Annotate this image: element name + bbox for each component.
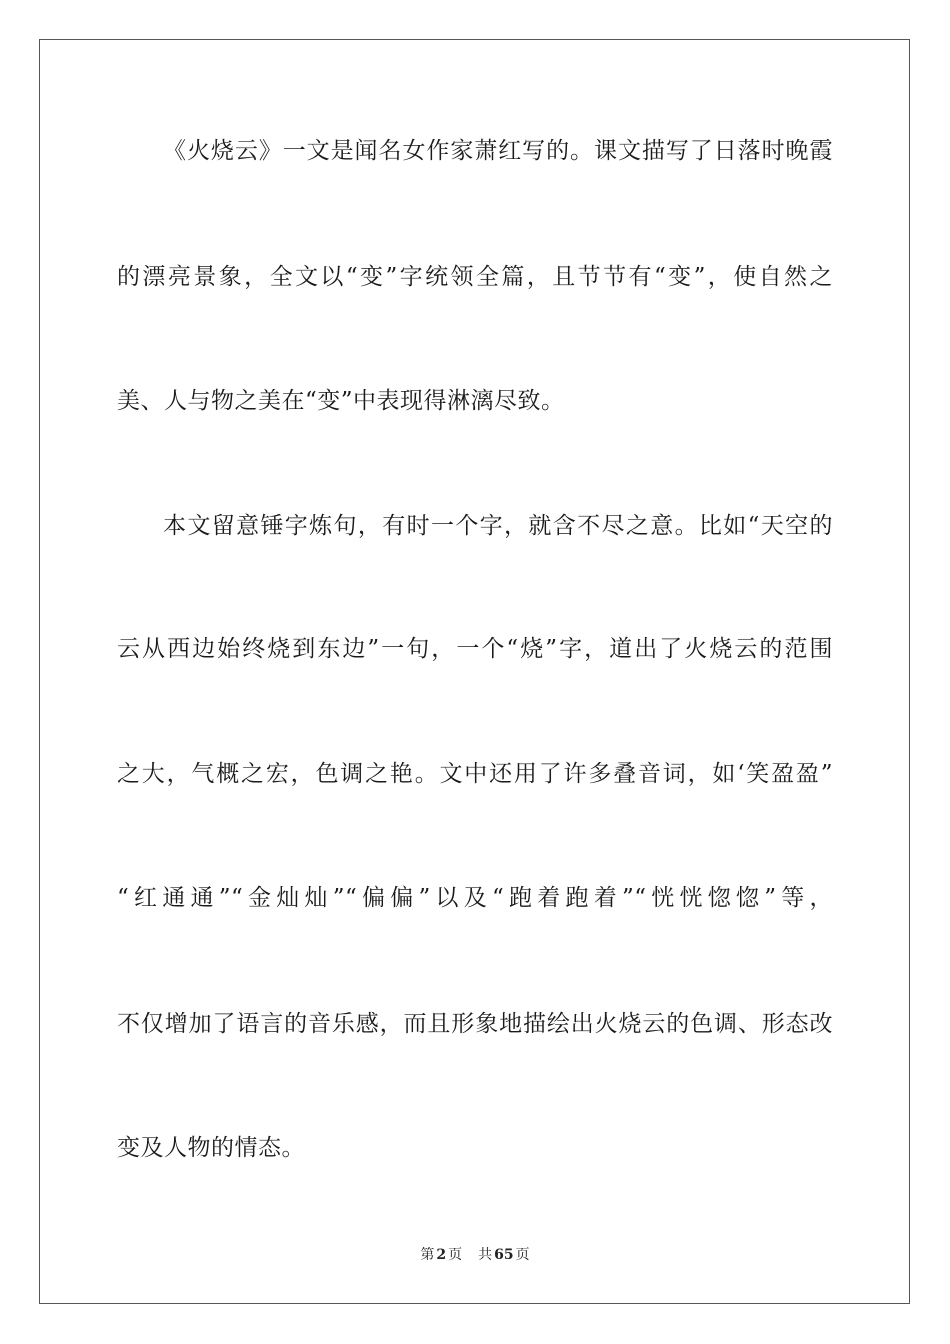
page-footer: [0, 1246, 950, 1264]
paragraph-2-line-5: 不仅增加了语言的音乐感，而且形象地描绘出火烧云的色调、形态改: [117, 1011, 833, 1037]
page-prefix: 第: [420, 1247, 435, 1263]
paragraph-2-line-4: “红通通”“金灿灿”“偏偏”以及“跑着跑着”“恍恍惚惚”等，: [117, 885, 833, 911]
paragraph-2-line-2: 云从西边始终烧到东边”一句，一个“烧”字，道出了火烧云的范围: [117, 636, 833, 662]
page-number: 2: [436, 1247, 447, 1263]
total-prefix: 共: [478, 1247, 493, 1263]
paragraph-1-line-3: 美、人与物之美在“变”中表现得淋漓尽致。: [117, 388, 565, 414]
paragraph-1-line-2: 的漂亮景象，全文以“变”字统领全篇，且节节有“变”，使自然之: [117, 264, 833, 290]
total-pages: 65: [494, 1247, 514, 1263]
paragraph-2-line-1: 本文留意锤字炼句，有时一个字，就含不尽之意。比如“天空的: [163, 513, 833, 539]
paragraph-2-line-3: 之大，气概之宏，色调之艳。文中还用了许多叠音词，如‘笑盈盈”: [117, 761, 833, 787]
page-border: [39, 39, 910, 1304]
paragraph-2-line-6: 变及人物的情态。: [117, 1135, 305, 1161]
page-suffix: 页: [448, 1247, 463, 1263]
total-suffix: 页: [515, 1247, 530, 1263]
paragraph-1-line-1: 《火烧云》一文是闻名女作家萧红写的。课文描写了日落时晚霞: [163, 138, 833, 164]
